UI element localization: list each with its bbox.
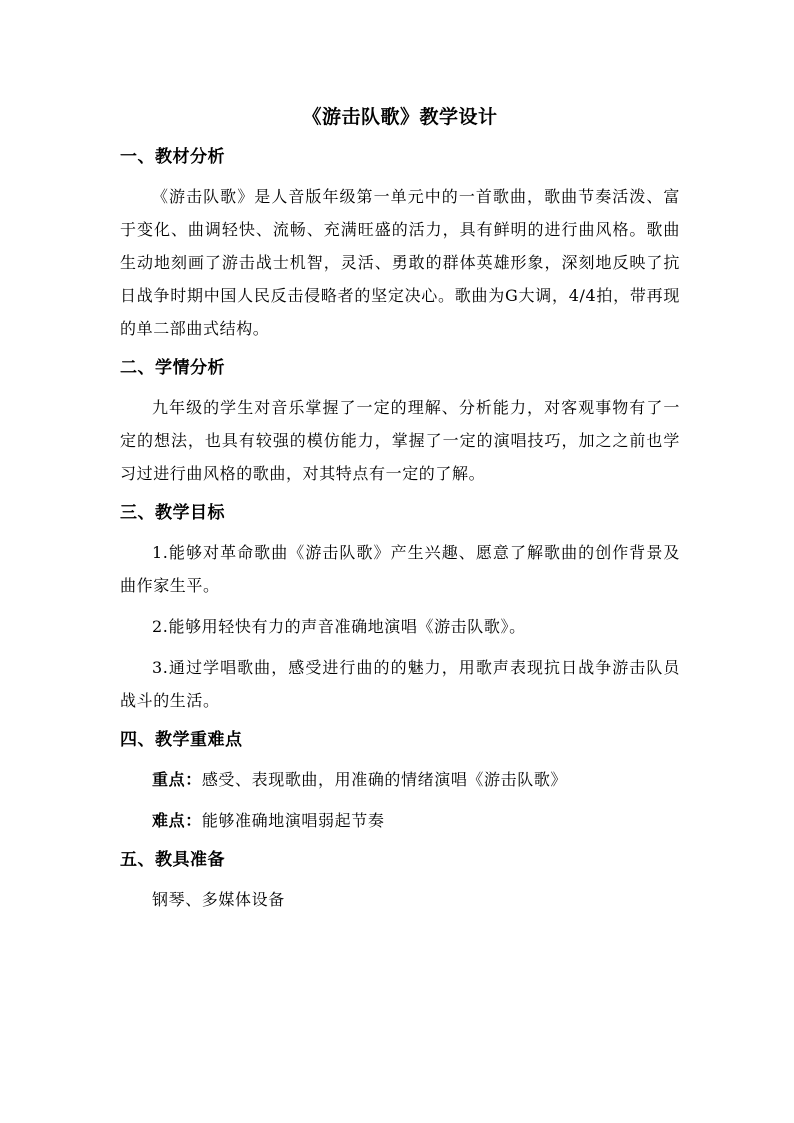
section-teaching-goals [120, 498, 680, 717]
difficulty-text: 能够准确地演唱弱起节奏 [201, 811, 385, 830]
goal-item: 3.通过学唱歌曲，感受进行曲的的魅力，用歌声表现抗日战争游击队员战斗的生活。 [120, 658, 680, 710]
section-textbook-analysis [120, 142, 680, 345]
paragraph: 《游击队歌》是人音版年级第一单元中的一首歌曲，歌曲节奏活泼、富于变化、曲调轻快、流畅、充满旺盛的活力，具有鲜明的进行曲风格。歌曲生动地刻画了游击战士机智，灵活、勇敢的群体英雄形象，深刻地反映了抗日战争时期中国人民反击侵略者的坚定决心。歌曲为G大调，4/4拍，带再现的单二部曲式结构。 [120, 187, 680, 338]
goal-item: 2.能够用轻快有力的声音准确地演唱《游击队歌》。 [152, 617, 526, 636]
difficulty-point [120, 804, 680, 837]
section-heading: 三、教学目标 [120, 503, 225, 523]
document-body [120, 102, 680, 924]
section-learner-analysis [120, 353, 680, 490]
section-heading: 四、教学重难点 [120, 730, 243, 750]
key-point-text: 感受、表现歌曲，用准确的情绪演唱《游击队歌》 [201, 770, 568, 789]
section-teaching-aids [120, 845, 680, 916]
section-heading: 二、学情分析 [120, 358, 225, 378]
difficulty-label: 难点： [152, 811, 202, 830]
section-heading: 一、教材分析 [120, 147, 225, 167]
goal-item: 1.能够对革命歌曲《游击队歌》产生兴趣、愿意了解歌曲的创作背景及曲作家生平。 [120, 543, 680, 595]
section-heading: 五、教具准备 [120, 850, 225, 870]
key-point-label: 重点： [152, 770, 202, 789]
paragraph: 九年级的学生对音乐掌握了一定的理解、分析能力，对客观事物有了一定的想法，也具有较强的模仿能力，掌握了一定的演唱技巧，加之之前也学习过进行曲风格的歌曲，对其特点有一定的了解。 [120, 398, 680, 483]
document-title: 《游击队歌》教学设计 [302, 106, 498, 128]
key-point [120, 763, 680, 796]
section-key-difficult-points [120, 725, 680, 837]
paragraph: 钢琴、多媒体设备 [152, 890, 285, 909]
